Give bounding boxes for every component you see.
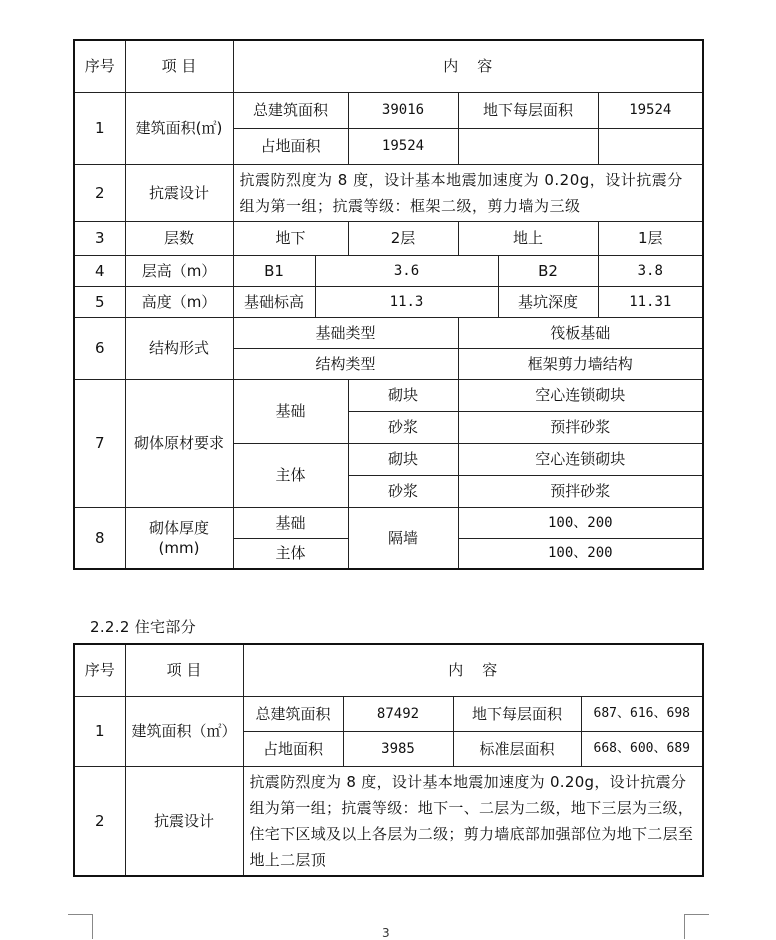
header-seq: 序号 <box>74 644 125 696</box>
pit-depth-label: 基坑深度 <box>498 286 598 317</box>
total-area-label: 总建筑面积 <box>243 696 343 731</box>
land-area-label: 占地面积 <box>233 128 348 164</box>
seismic-design-content: 抗震防烈度为 8 度，设计基本地震加速度为 0.20g，设计抗震分组为第一组；抗震等级：框架二级，剪力墙为三级 <box>233 164 703 221</box>
row-item: 抗震设计 <box>125 766 243 876</box>
basement-area-label: 地下每层面积 <box>458 92 598 128</box>
main-label: 主体 <box>233 538 348 569</box>
row-item: 抗震设计 <box>125 164 233 221</box>
foundation-elevation-label: 基础标高 <box>233 286 315 317</box>
main-label: 主体 <box>233 443 348 507</box>
table-header-row <box>74 40 703 92</box>
foundation-block-value: 空心连锁砌块 <box>458 379 703 411</box>
table-row <box>74 221 703 255</box>
header-content: 内 容 <box>233 40 703 92</box>
table-row <box>74 766 703 876</box>
foundation-mortar-value: 预拌砂浆 <box>458 411 703 443</box>
mortar-label: 砂浆 <box>348 411 458 443</box>
basement-area-value: 19524 <box>598 92 703 128</box>
row-item: 砌体厚度(mm) <box>125 507 233 569</box>
row-item: 层数 <box>125 221 233 255</box>
b2-label: B2 <box>498 255 598 286</box>
underground-label: 地下 <box>233 221 348 255</box>
pit-depth-value: 11.31 <box>598 286 703 317</box>
row-seq: 4 <box>74 255 125 286</box>
seismic-design-content: 抗震防烈度为 8 度，设计基本地震加速度为 0.20g，设计抗震分组为第一组；抗震等级：地下一、二层为二级，地下三层为三级，住宅下区域及以上各层为二级；剪力墙底部加强部位为地下二层至地上二层顶 <box>243 766 703 876</box>
main-block-value: 空心连锁砌块 <box>458 443 703 475</box>
row-seq: 8 <box>74 507 125 569</box>
residential-info-table <box>73 643 704 877</box>
table-header-row <box>74 644 703 696</box>
row-item: 高度（m） <box>125 286 233 317</box>
total-area-value: 39016 <box>348 92 458 128</box>
basement-area-value: 687、616、698 <box>581 696 703 731</box>
block-label: 砌块 <box>348 443 458 475</box>
foundation-type-value: 筏板基础 <box>458 317 703 348</box>
row-item: 结构形式 <box>125 317 233 379</box>
b1-value: 3.6 <box>315 255 498 286</box>
land-area-label: 占地面积 <box>243 731 343 766</box>
building-info-table <box>73 39 704 570</box>
table-row <box>74 164 703 221</box>
main-thickness-value: 100、200 <box>458 538 703 569</box>
land-area-value: 19524 <box>348 128 458 164</box>
table-row <box>74 507 703 538</box>
table-row <box>74 255 703 286</box>
wall-label: 隔墙 <box>348 507 458 569</box>
aboveground-value: 1层 <box>598 221 703 255</box>
header-item: 项 目 <box>125 644 243 696</box>
row-item: 建筑面积(㎡) <box>125 92 233 164</box>
aboveground-label: 地上 <box>458 221 598 255</box>
table-row <box>74 286 703 317</box>
header-seq: 序号 <box>74 40 125 92</box>
basement-area-label: 地下每层面积 <box>453 696 581 731</box>
empty-cell <box>458 128 598 164</box>
structure-type-value: 框架剪力墙结构 <box>458 348 703 379</box>
table-row <box>74 379 703 411</box>
foundation-label: 基础 <box>233 379 348 443</box>
header-content: 内 容 <box>243 644 703 696</box>
foundation-label: 基础 <box>233 507 348 538</box>
header-item: 项 目 <box>125 40 233 92</box>
foundation-thickness-value: 100、200 <box>458 507 703 538</box>
row-item: 层高（m） <box>125 255 233 286</box>
row-item: 砌体原材要求 <box>125 379 233 507</box>
table-row <box>74 696 703 731</box>
row-seq: 5 <box>74 286 125 317</box>
structure-type-label: 结构类型 <box>233 348 458 379</box>
table-row <box>74 92 703 128</box>
empty-cell <box>598 128 703 164</box>
foundation-type-label: 基础类型 <box>233 317 458 348</box>
table-row <box>74 317 703 348</box>
page-corner-mark-left <box>68 914 93 939</box>
total-area-value: 87492 <box>343 696 453 731</box>
section-heading: 2.2.2 住宅部分 <box>90 618 196 636</box>
underground-value: 2层 <box>348 221 458 255</box>
main-mortar-value: 预拌砂浆 <box>458 475 703 507</box>
foundation-elevation-value: 11.3 <box>315 286 498 317</box>
row-seq: 7 <box>74 379 125 507</box>
standard-area-value: 668、600、689 <box>581 731 703 766</box>
row-seq: 3 <box>74 221 125 255</box>
b1-label: B1 <box>233 255 315 286</box>
standard-area-label: 标准层面积 <box>453 731 581 766</box>
row-seq: 6 <box>74 317 125 379</box>
b2-value: 3.8 <box>598 255 703 286</box>
row-item: 建筑面积（㎡） <box>125 696 243 766</box>
block-label: 砌块 <box>348 379 458 411</box>
row-seq: 1 <box>74 92 125 164</box>
row-seq: 2 <box>74 766 125 876</box>
row-seq: 2 <box>74 164 125 221</box>
row-seq: 1 <box>74 696 125 766</box>
page-corner-mark-right <box>684 914 709 939</box>
mortar-label: 砂浆 <box>348 475 458 507</box>
page-number: 3 <box>382 926 390 940</box>
total-area-label: 总建筑面积 <box>233 92 348 128</box>
land-area-value: 3985 <box>343 731 453 766</box>
